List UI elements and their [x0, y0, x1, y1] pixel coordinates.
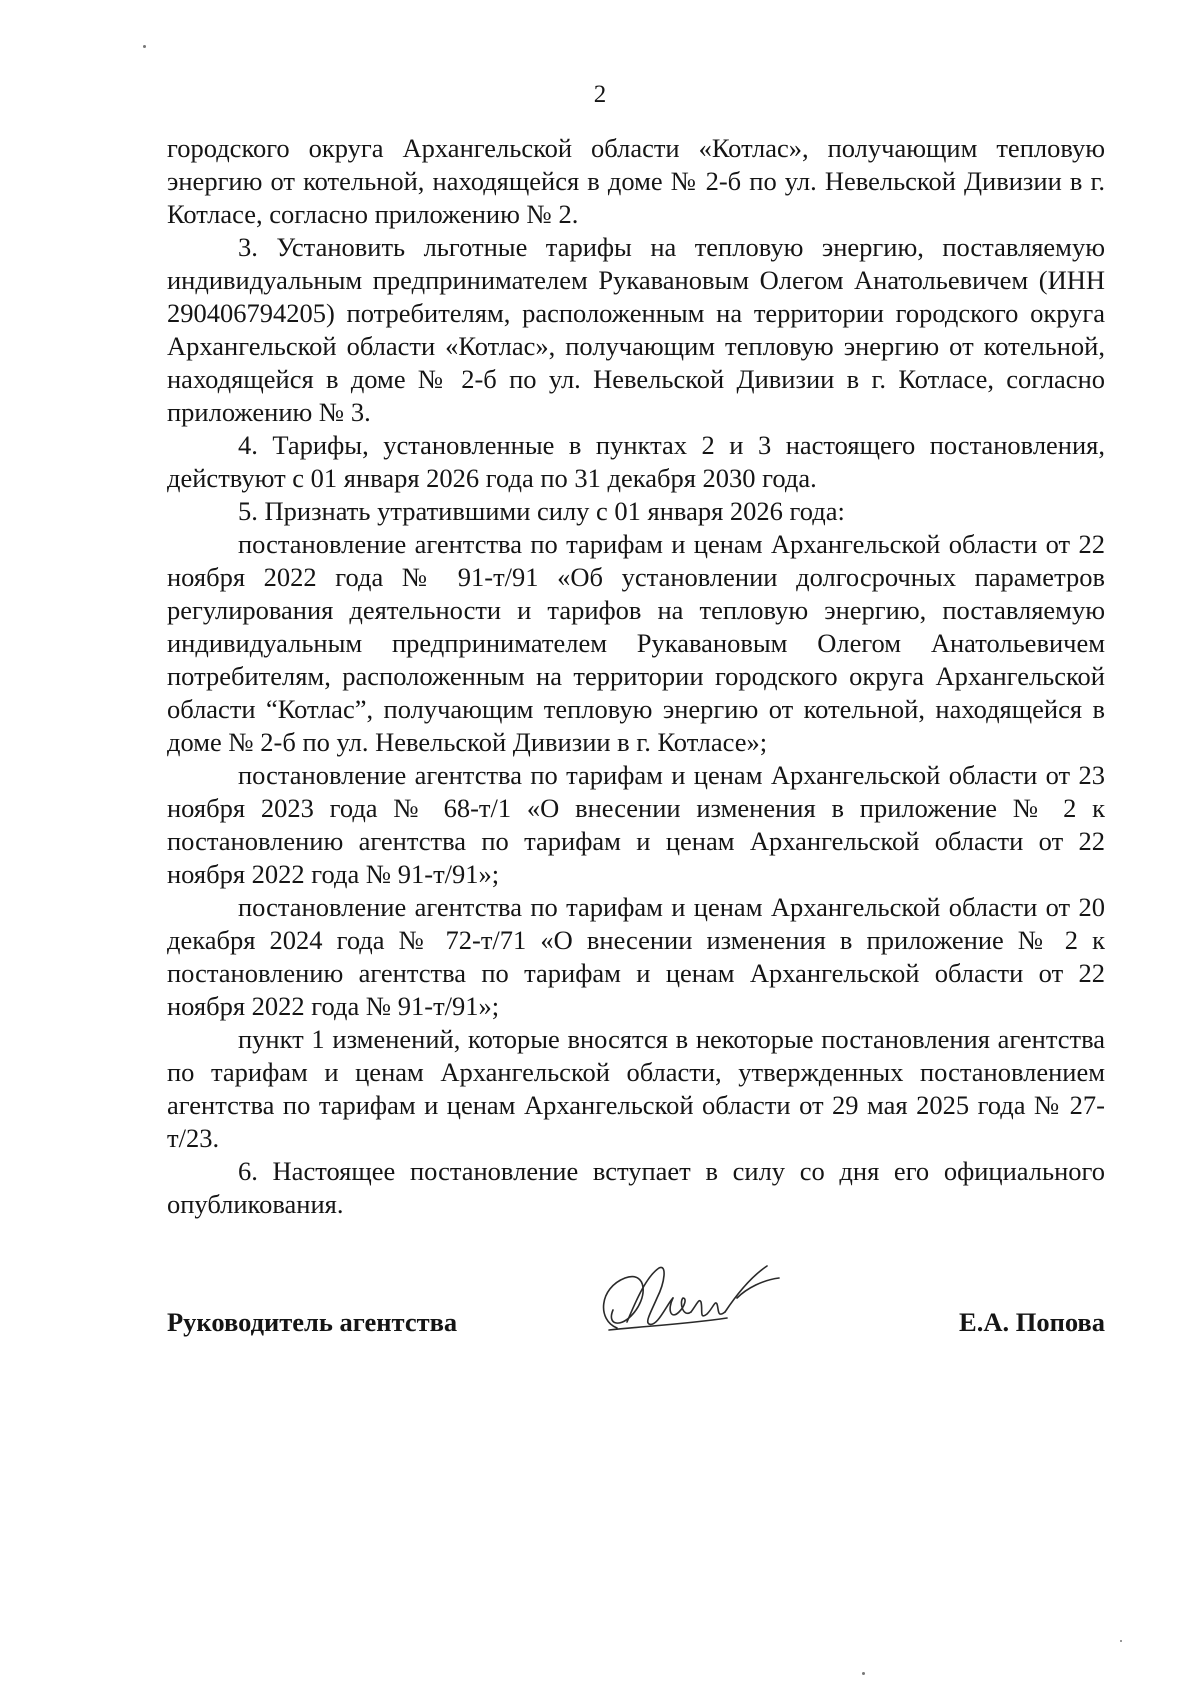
- scan-speck: [143, 45, 146, 48]
- signatory-position: Руководитель агентства: [167, 1307, 458, 1337]
- paragraph-item-3: 3. Установить льготные тарифы на тепловую энергию, поставляемую индивидуальным предпринимателем Рукавановым Олегом Анатольевичем (ИНН 290406794205) потребителям, расположенным на территории городского округа Архангельской области «Котлас», получающим тепловую энергию от котельной, находящейся в доме № 2-б по ул. Невельской Дивизии в г. Котласе, согласно приложению № 3.: [167, 232, 1105, 427]
- paragraph-repealed-4: пункт 1 изменений, которые вносятся в некоторые постановления агентства по тарифам и ценам Архангельской области, утвержденных постановлением агентства по тарифам и ценам Архангельской области от 29 мая 2025 года № 27-т/23.: [167, 1024, 1105, 1153]
- signature-block: [167, 1282, 1105, 1342]
- paragraph-item-6: 6. Настоящее постановление вступает в силу со дня его официального опубликования.: [167, 1156, 1105, 1219]
- paragraph-repealed-1: постановление агентства по тарифам и ценам Архангельской области от 22 ноября 2022 года № 91-т/91 «Об установлении долгосрочных параметров регулирования деятельности и тарифов на тепловую энергию, поставляемую индивидуальным предпринимателем Рукавановым Олегом Анатольевичем потребителям, расположенным на территории городского округа Архангельской области “Котлас”, получающим тепловую энергию от котельной, находящейся в доме № 2-б по ул. Невельской Дивизии в г. Котласе»;: [167, 529, 1105, 757]
- scan-speck: [1120, 1640, 1122, 1642]
- paragraph-repealed-2: постановление агентства по тарифам и ценам Архангельской области от 23 ноября 2023 года № 68-т/1 «О внесении изменения в приложение № 2 к постановлению агентства по тарифам и ценам Архангельской области от 22 ноября 2022 года № 91-т/91»;: [167, 760, 1105, 889]
- paragraph-item-5: 5. Признать утратившими силу с 01 января 2026 года:: [238, 496, 845, 526]
- scan-speck: [862, 1672, 865, 1675]
- document-body: [167, 132, 1105, 1221]
- handwritten-signature: [587, 1258, 787, 1348]
- paragraph-repealed-3: постановление агентства по тарифам и ценам Архангельской области от 20 декабря 2024 года № 72-т/71 «О внесении изменения в приложение № 2 к постановлению агентства по тарифам и ценам Архангельской области от 22 ноября 2022 года № 91-т/91»;: [167, 892, 1105, 1021]
- paragraph-item-4: 4. Тарифы, установленные в пунктах 2 и 3 настоящего постановления, действуют с 01 января 2026 года по 31 декабря 2030 года.: [167, 430, 1105, 493]
- signatory-name: Е.А. Попова: [959, 1307, 1105, 1337]
- page-number: 2: [593, 81, 607, 108]
- paragraph-continuation: городского округа Архангельской области «Котлас», получающим тепловую энергию от котельной, находящейся в доме № 2-б по ул. Невельской Дивизии в г. Котласе, согласно приложению № 2.: [167, 133, 1105, 229]
